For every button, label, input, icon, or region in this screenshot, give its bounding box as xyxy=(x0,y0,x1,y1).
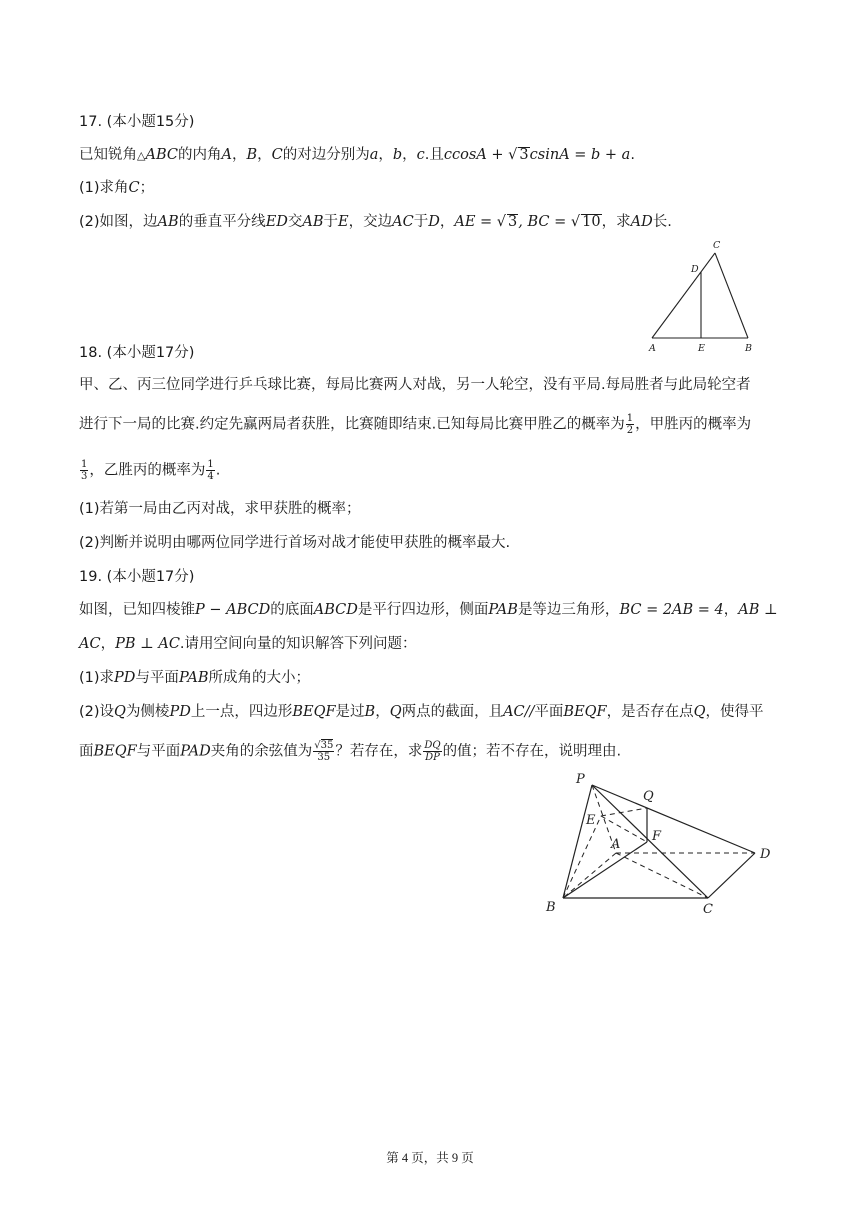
q17-stem: 已知锐角△ABC的内角A，B，C的对边分别为a，b，c.且ccosA + √ 3csinA = b + a. xyxy=(79,147,635,163)
triangle-figure xyxy=(640,235,760,355)
fraction-dq-over-dp: $\frac{DQ}{DP}$ xyxy=(424,740,441,763)
edge-ab xyxy=(563,853,616,898)
side-bc xyxy=(715,253,748,338)
fraction-third: $\frac{1}{3}$ xyxy=(81,459,88,482)
q17-part1: (1)求角C； xyxy=(79,180,155,196)
segment-ac xyxy=(616,853,708,898)
label-b: B xyxy=(745,343,752,354)
edge-cd xyxy=(708,853,755,898)
label-f: F xyxy=(652,829,662,844)
label-b: B xyxy=(546,900,556,915)
fraction-root35-over-35: $\frac{√35}{35}$ xyxy=(314,740,334,763)
label-q: Q xyxy=(643,789,654,804)
label-a: A xyxy=(649,343,656,354)
fraction-half: $\frac{1}{2}$ xyxy=(626,413,634,436)
q18-part2: (2)判断并说明由哪两位同学进行首场对战才能使甲获胜的概率最大. xyxy=(79,535,511,551)
side-ac xyxy=(652,253,715,338)
pyramid-figure xyxy=(540,770,780,920)
fraction-quarter: $\frac{1}{4}$ xyxy=(207,459,214,482)
q19-part2-line2: 面BEQF与平面PAD夹角的余弦值为 $\frac{√35}{35}$ ？若存在，求 $\frac{DQ}{DP}$ 的值；若不存在，说明理由. xyxy=(79,740,622,763)
q19-part2-line1: (2)设Q为侧棱PD上一点，四边形BEQF是过B，Q两点的截面，且AC//平面BEQF，是否存在点Q，使得平 xyxy=(79,704,764,720)
q18-part1: (1)若第一局由乙丙对战，求甲获胜的概率； xyxy=(79,501,361,517)
q19-header: 19. (本小题17分) xyxy=(79,569,195,585)
segment-eq xyxy=(601,808,647,816)
q17-header: 17. (本小题15分) xyxy=(79,114,195,130)
q19-line2: AC，PB ⊥ AC.请用空间向量的知识解答下列问题： xyxy=(79,636,417,652)
q18-line3: $\frac{1}{3}$ ，乙胜丙的概率为 $\frac{1}{4}$ . xyxy=(81,459,221,482)
label-d: D xyxy=(691,264,699,275)
q17-part2: (2)如图，边AB的垂直平分线ED交AB于E，交边AC于D，AE = √ 3, BC = √ 10，求AD长. xyxy=(79,214,672,230)
label-e: E xyxy=(698,343,705,354)
label-p: P xyxy=(576,772,585,787)
page-footer: 第 4 页，共 9 页 xyxy=(386,1151,474,1165)
q19-part1: (1)求PD与平面PAB所成角的大小； xyxy=(79,670,310,686)
label-c: C xyxy=(703,902,713,917)
q19-line1: 如图，已知四棱锥P − ABCD的底面ABCD是平行四边形，侧面PAB是等边三角形，BC = 2AB = 4，AB ⊥ xyxy=(79,602,778,618)
label-a: A xyxy=(611,837,621,852)
q18-header: 18. (本小题17分) xyxy=(79,345,195,361)
q18-line2: 进行下一局的比赛.约定先赢两局者获胜，比赛随即结束.已知每局比赛甲胜乙的概率为 $\frac{1}{2}$ ，甲胜丙的概率为 xyxy=(79,413,752,436)
label-d: D xyxy=(760,847,771,862)
label-e: E xyxy=(586,813,596,828)
q18-line1: 甲、乙、丙三位同学进行乒乓球比赛，每局比赛两人对战，另一人轮空，没有平局.每局胜者与此局轮空者 xyxy=(79,377,751,393)
label-c: C xyxy=(713,240,721,251)
